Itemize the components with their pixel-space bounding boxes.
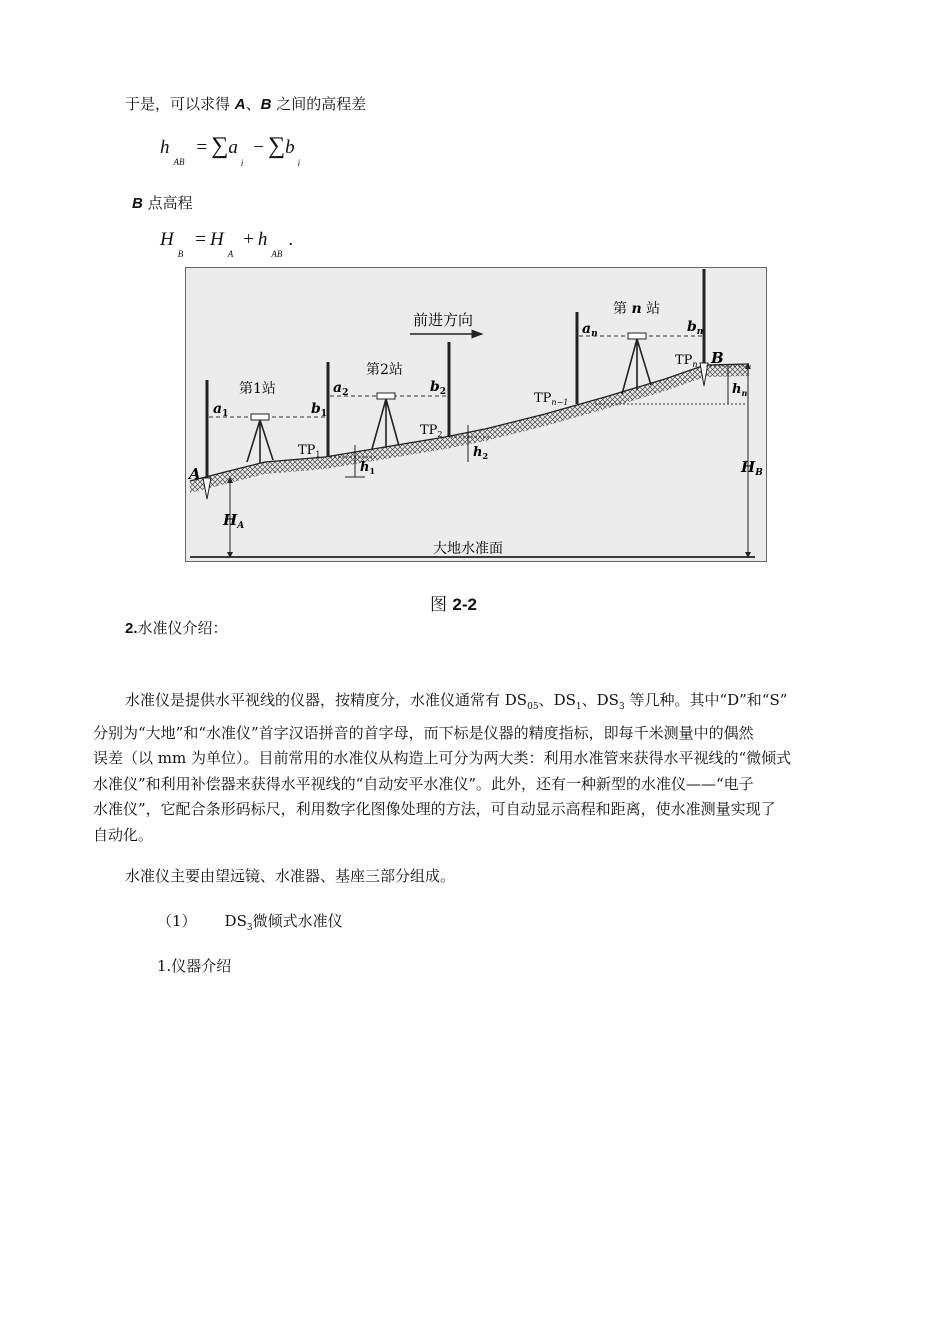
section-number: 2. <box>125 620 138 637</box>
reading-a1: $a_1$ <box>213 401 229 419</box>
eq-subscript: i <box>297 158 301 168</box>
point-a-marker: A <box>189 465 201 483</box>
leveling-diagram <box>185 267 767 562</box>
para-line: 自动化。 <box>93 825 154 844</box>
item-ds: DS <box>224 912 247 930</box>
reading-bn: $b_n$ <box>687 319 704 337</box>
h1-label: $h_1$ <box>360 460 376 476</box>
b-elevation-equation <box>160 228 294 259</box>
elevation-difference-equation <box>160 133 301 168</box>
item-ds3-level <box>157 911 343 938</box>
label-text: 点高程 <box>142 194 193 212</box>
reading-b1: $b_1$ <box>311 401 328 419</box>
eq-symbol: H <box>209 229 224 250</box>
eq-operator: = <box>195 229 206 250</box>
b-point-elevation-label <box>132 193 193 214</box>
caption-number: 2-2 <box>452 595 477 614</box>
station-n-label: 第 n 站 <box>613 301 661 317</box>
intro-paragraph <box>93 688 865 848</box>
hb-label: $H_B$ <box>741 458 763 478</box>
eq-symbol: h <box>257 229 268 250</box>
section-heading <box>125 618 228 639</box>
item-subscript: 3 <box>246 923 253 933</box>
para-line: 水准仪”，它配合条形码标尺，利用数字化图像处理的方法，可自动显示高程和距离，使水准测量实现了 <box>93 800 776 818</box>
para-line: 分别为“大地”和“水准仪”首字汉语拼音的首字母，而下标是仪器的精度指标，即每千米测量中的偶然 <box>93 723 754 742</box>
item-label: （1） <box>157 912 197 930</box>
eq-symbol: b <box>285 137 295 158</box>
point-b-marker: B <box>711 349 724 367</box>
station-1-label: 第1站 <box>239 381 276 397</box>
intro-line <box>125 94 366 115</box>
figure-frame <box>186 268 767 562</box>
eq-operator: − <box>253 137 265 158</box>
hn-label: $h_n$ <box>732 382 748 398</box>
ha-label: $H_A$ <box>223 511 245 531</box>
eq-symbol: H <box>160 229 174 250</box>
reading-an: $a_n$ <box>582 321 598 339</box>
intro-text: 于是，可以求得 <box>125 95 235 113</box>
eq-subscript: B <box>177 249 184 259</box>
turning-point-n-minus-1: $TP_{n-1}$ <box>534 391 569 407</box>
point-a-label: A <box>234 96 246 113</box>
eq-subscript: AB <box>271 249 283 259</box>
turning-point-n: $TP_n$ <box>675 353 698 369</box>
separator: 、 <box>245 95 261 113</box>
reading-a2: $a_2$ <box>333 380 349 398</box>
eq-symbol: h <box>160 137 170 158</box>
station-2-label: 第2站 <box>366 362 403 378</box>
reading-b2: $b_2$ <box>430 379 447 397</box>
item-text: 微倾式水准仪 <box>252 912 343 930</box>
direction-label: 前进方向 <box>413 311 474 329</box>
turning-point-1: $TP_1$ <box>298 443 321 459</box>
caption-prefix: 图 <box>430 595 453 615</box>
intro-text-end: 之间的高程差 <box>271 95 367 113</box>
section-title: 水准仪介绍： <box>137 619 228 637</box>
eq-operator: = <box>196 137 208 158</box>
datum-label: 大地水准面 <box>433 541 503 557</box>
eq-symbol: a <box>228 137 238 158</box>
para-line: 误差（以 mm 为单位）。目前常用的水准仪从构造上可分为两大类：利用水准管来获得水平视线的“微倾式 <box>93 749 792 767</box>
sum-symbol: ∑ <box>268 133 286 159</box>
figure-caption <box>430 590 477 615</box>
eq-subscript: AB <box>173 157 185 167</box>
para-line: 水准仪”和利用补偿器来获得水平视线的“自动安平水准仪”。此外，还有一种新型的水准仪——“电子 <box>93 774 754 793</box>
eq-operator: + <box>243 229 254 250</box>
sum-symbol: ∑ <box>211 133 229 159</box>
components-paragraph: 水准仪主要由望远镜、水准器、基座三部分组成。 <box>125 867 456 885</box>
point-b-label: B <box>132 195 143 212</box>
para-line: 水准仪是提供水平视线的仪器，按精度分，水准仪通常有 $DS_{05}$、$DS_1$、$DS_3$ 等几种。其中“D”和“S” <box>125 691 788 712</box>
turning-point-2: $TP_2$ <box>420 423 443 439</box>
instrument-intro-heading: 1.仪器介绍 <box>157 957 232 975</box>
h2-label: $h_2$ <box>473 445 489 461</box>
eq-operator: . <box>288 229 294 250</box>
point-b-label: B <box>260 96 272 113</box>
eq-subscript: A <box>227 249 234 259</box>
eq-subscript: i <box>240 158 244 168</box>
